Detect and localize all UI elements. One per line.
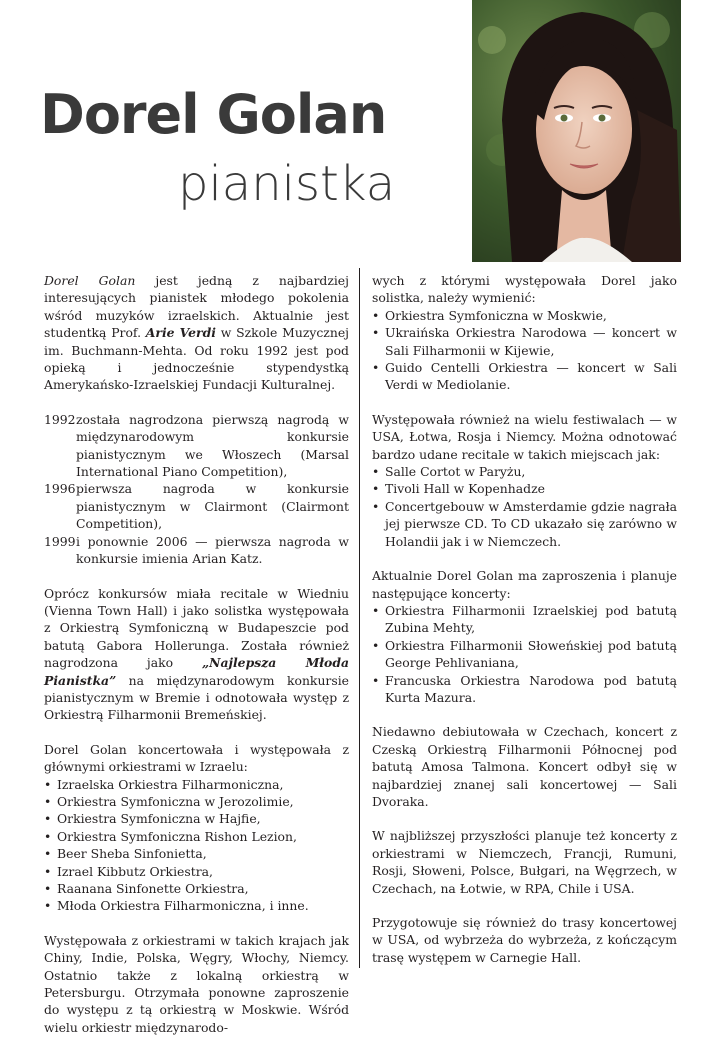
column-divider — [359, 268, 360, 968]
list-item: • Raanana Sinfonette Orkiestra, — [44, 880, 349, 897]
list-item: • Orkiestra Symfoniczna w Moskwie, — [372, 307, 677, 324]
recitals-text-1: Oprócz konkursów miała recitale w Wiedniu (Vienna Town Hall) i jako solistka występowała z Orkiestrą Symfoniczną w Budapeszcie pod batutą Gabora Hollerunga. Została również nagrodzona jako — [44, 585, 349, 671]
list-item: • Orkiestra Symfoniczna w Hajfie, — [44, 810, 349, 827]
award-item — [44, 480, 349, 532]
czech-paragraph: Niedawno debiutowała w Czechach, koncert z Czeską Orkiestrą Filharmonii Północnej pod batutą Amosa Talmona. Koncert odbył się w najbardziej znanej sali koncertowej — Sali Dvoraka. — [372, 724, 677, 809]
intro-paragraph — [44, 272, 349, 394]
intro-name: Dorel Golan — [44, 273, 136, 288]
usa-tour-paragraph: Przygotowuje się również do trasy koncertowej w USA, od wybrzeża do wybrzeża, z kończącym trasę występem w Carnegie Hall. — [372, 915, 677, 965]
right-column — [372, 272, 677, 983]
portrait-photo-icon — [472, 0, 681, 262]
professor-name: Arie Verdi — [145, 325, 216, 341]
list-item: • Orkiestra Filharmonii Słoweńskiej pod batutą George Pehlivaniana, — [372, 637, 677, 672]
list-item: • Beer Sheba Sinfonietta, — [44, 845, 349, 862]
award-item — [44, 533, 349, 568]
soloist-intro: wych z którymi występowała Dorel jako solistka, należy wymienić: — [372, 273, 677, 306]
award-text: pierwsza nagroda w konkursie pianistycznym w Clairmont (Clairmont Competition), — [76, 481, 349, 532]
award-year: 1992 — [44, 411, 76, 427]
award-text: została nagrodzona pierwszą nagrodą w międzynarodowym konkursie pianistycznym we Włoszech (Marsal International Piano Competition), — [76, 411, 349, 480]
intro-text-2: w Szkole Muzycznej im. Buchmann-Mehta. Od roku 1992 jest pod opieką i jednocześnie stypendystką Amerykańsko-Izraelskiej Fundacji Kulturalnej. — [44, 325, 349, 393]
award-item — [44, 411, 349, 481]
list-item: • Francuska Orkiestra Narodowa pod batutą Kurta Mazura. — [372, 672, 677, 707]
awards-list — [44, 411, 349, 568]
left-column — [44, 272, 349, 1053]
award-year: 1996 — [44, 481, 76, 497]
israel-orchestras-list — [44, 776, 349, 915]
invitations-list — [372, 602, 677, 706]
abroad-paragraph: Występowała z orkiestrami w takich krajach jak Chiny, Indie, Polska, Węgry, Włochy, Niemcy. Ostatnio także z lokalną orkiestrą w Petersburgu. Otrzymała ponowne zaproszenie do występu z tą orkiestrą w Moskwie. Wśród wielu orkiestr międzynarodo- — [44, 932, 349, 1035]
award-title: „Najlepsza Młoda Pianistka” — [44, 655, 350, 688]
list-item: • Ukraińska Orkiestra Narodowa — koncert w Sali Filharmonii w Kijewie, — [372, 324, 677, 359]
list-item: • Orkiestra Filharmonii Izraelskiej pod batutą Zubina Mehty, — [372, 602, 677, 637]
award-text: i ponownie 2006 — pierwsza nagroda w konkursie imienia Arian Katz. — [76, 533, 349, 567]
recitals-text-2: na międzynarodowym konkursie pianistycznym w Bremie i odnotowała występ z Orkiestrą Filharmonii Bremeńskiej. — [44, 672, 349, 723]
list-item: • Orkiestra Symfoniczna Rishon Lezion, — [44, 828, 349, 845]
list-item: • Salle Cortot w Paryżu, — [372, 463, 677, 480]
list-item: • Concertgebouw w Amsterdamie gdzie nagrała jej pierwsze CD. To CD ukazało się zarówno w Holandii jak i w Niemczech. — [372, 498, 677, 550]
intro-text-1: jest jedną z najbardziej interesujących pianistek młodego pokolenia wśród muzyków izraelskich. Aktualnie jest studentką Prof. — [44, 273, 349, 341]
festivals-intro: Występowała również na wielu festiwalach — w USA, Łotwa, Rosja i Niemcy. Można odnotować bardzo udane recitale w takich miejscach jak: — [372, 411, 677, 462]
recitals-paragraph — [44, 585, 349, 724]
invitations-intro: Aktualnie Dorel Golan ma zaproszenia i planuje następujące koncerty: — [372, 568, 677, 601]
future-paragraph: W najbliższej przyszłości planuje też koncerty z orkiestrami w Niemczech, Francji, Rumuni, Rosji, Słoweni, Polsce, Bułgari, na Węgrzech, w Czechach, na Łotwie, w RPA, Chile i USA. — [372, 828, 677, 896]
list-item: • Izraelska Orkiestra Filharmoniczna, — [44, 776, 349, 793]
list-item: • Guido Centelli Orkiestra — koncert w Sali Verdi w Mediolanie. — [372, 359, 677, 394]
venues-list — [372, 463, 677, 550]
list-item: • Tivoli Hall w Kopenhadze — [372, 480, 677, 497]
list-item: • Młoda Orkiestra Filharmoniczna, i inne. — [44, 897, 349, 914]
list-item: • Izrael Kibbutz Orkiestra, — [44, 863, 349, 880]
soloist-orchestras-list — [372, 307, 677, 394]
israel-intro: Dorel Golan koncertowała i występowała z głównymi orkiestrami w Izraelu: — [44, 741, 349, 775]
award-year: 1999 — [44, 533, 76, 549]
artist-role: pianistka — [178, 156, 396, 212]
artist-name: Dorel Golan — [40, 83, 387, 146]
list-item: • Orkiestra Symfoniczna w Jerozolimie, — [44, 793, 349, 810]
